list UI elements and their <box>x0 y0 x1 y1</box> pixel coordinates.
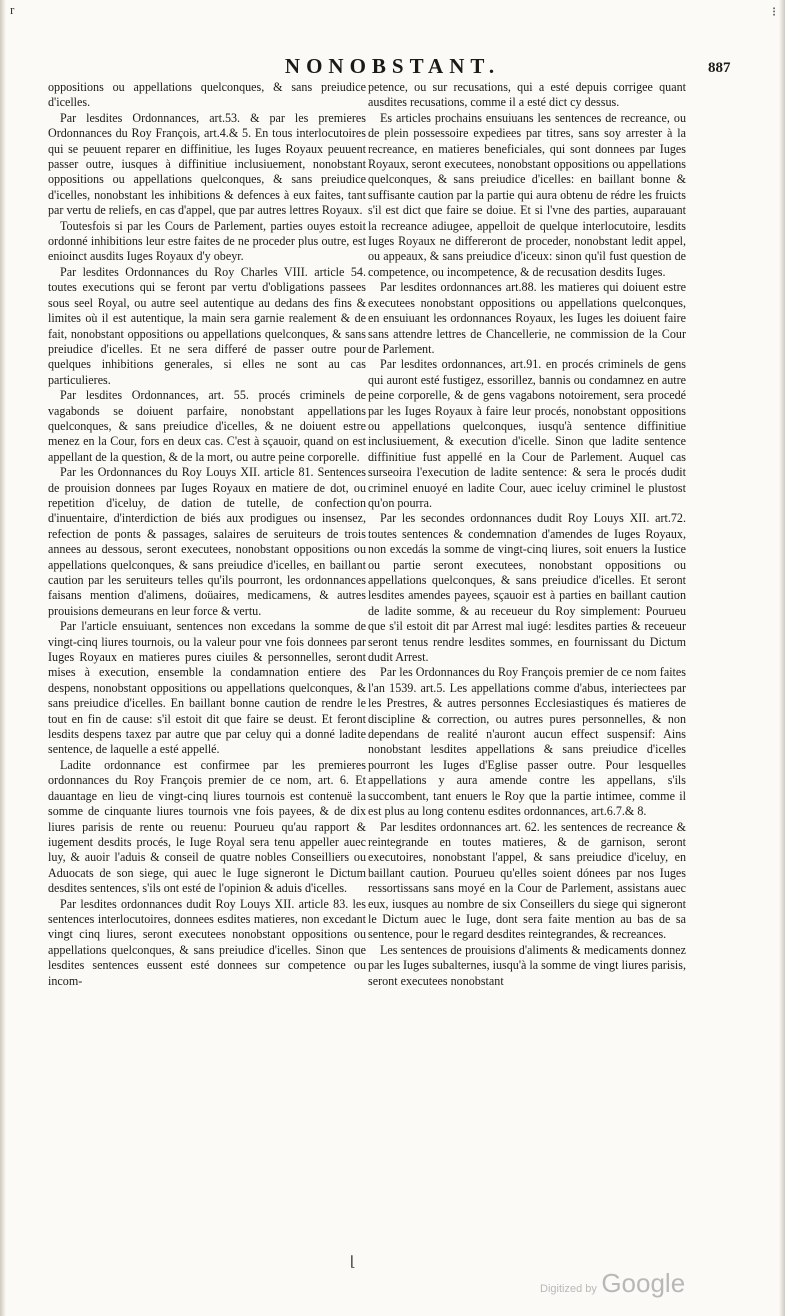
paragraph: Par lesdites Ordonnances, art. 55. procés criminels de vagabonds se doiuent parfaire, nonobstant appellations quelconques, & sans preiudice d'icelles, & ne doiuent estre menez en la Cour, fors en deux cas. C'est à sçauoir, quand on est appellant de la question, & de la mort, ou autre peine corporelle. <box>48 388 366 464</box>
corner-mark-right: ⁝ <box>772 4 777 19</box>
corner-mark-left: r <box>10 2 15 17</box>
right-column <box>368 80 686 989</box>
paragraph: petence, ou sur recusations, qui a esté depuis corrigee quant ausdites recusations, comme il a esté dict cy dessus. <box>368 80 686 110</box>
paragraph: Par lesdites ordonnances art. 62. les sentences de recreance & reintegrande en toutes matieres, & de garnison, seront executoires, nonobstant l'appel, & sans preiudice d'iceluy, en baillant caution. Pourueu qu'elles soient dónees par nos Iuges ressortissans sans moyé en la Cour de Parlement, assistans auec eux, iusques au nombre de six Conseillers du siege qui signeront le Dictum auec le Iuge, dont sera faite mention au bas de sa sentence, pour le regard desdites reintegrandes, & recreances. <box>368 819 686 942</box>
paragraph: Par lesdites ordonnances dudit Roy Louys XII. article 83. les sentences interlocutoires, donnees esdites matieres, non excedant vingt cinq liures, seront executees nonobstant oppositions ou appellations quelconques, & sans preiudice d'icelles. Sinon que lesdites sentences eussent esté donnees sur competence ou incom- <box>48 896 366 988</box>
paragraph: Par lesdites Ordonnances du Roy Charles VIII. article 54. toutes executions qui se feront par vertu d'obligations passees sous seel Royal, ou autre seel autentique au dedans des fins & limites où il est autentique, la main sera garnie realement & de fait, nonobstant oppositions ou appellations quelconques, & sans preiudice d'icelles. Et ne sera differé de passer outre pour quelques inhibitions generales, si elles ne sont au cas particulieres. <box>48 264 366 387</box>
paragraph: Par les secondes ordonnances dudit Roy Louys XII. art.72. toutes sentences & condemnation d'amendes de Iuges Royaux, non excedás la somme de vingt-cinq liures, soit enuers la Iustice ou partie seront executees, nonobstant oppositions ou appellations quelconques, & sans preiudice d'icelles. Et seront lesdites amendes payees, sçauoir est à parties en baillant caution de ladite somme, & au receueur du Roy simplement: Pourueu que s'il estoit dit par Arrest mal iugé: lesdites parties & receueur seront tenus rendre lesdites sommes, en fournissant du Dictum dudit Arrest. <box>368 511 686 665</box>
left-column <box>48 80 366 989</box>
right-page-edge <box>779 0 785 1316</box>
paragraph: Par lesdites ordonnances art.88. les matieres qui doiuent estre executees nonobstant oppositions ou appellations quelconques, en ensuiuant les ordonnances Royaux, les Iuges les doiuent faire sans attendre lettres de Chancellerie, ne commission de la Cour de Parlement. <box>368 280 686 356</box>
paragraph: Par les Ordonnances du Roy Louys XII. article 81. Sentences de prouision donnees par Iuges Royaux en matiere de dot, ou repetition d'iceluy, de dation de tutelle, de confection d'inuentaire, d'interdiction de biés aux prodigues ou insensez, refection de ponts & passages, salaires de seruiteurs de trois annees au dessous, seront executees, nonobstant oppositions ou appellations quelconques, & sans preiudice d'icelles, en baillant caution par les seruiteurs telles qu'ils pourront, les ordonnances faisans mention d'alimens, doüaires, medicamens, & autres prouisions demeurans en leur force & vertu. <box>48 465 366 618</box>
left-page-edge <box>0 0 6 1316</box>
paragraph: oppositions ou appellations quelconques, & sans preiudice d'icelles. <box>48 80 366 110</box>
paragraph: Toutesfois si par les Cours de Parlement, parties ouyes estoit ordonné inhibitions leur estre faites de ne proceder plus outre, est enioinct ausdits Iuges Royaux d'y obeyr. <box>48 218 366 264</box>
paragraph: Par lesdites ordonnances, art.91. en procés criminels de gens qui auront esté fustigez, essorillez, bannis ou condamnez en autre peine corporelle, & de gens vagabons notoirement, sera procedé par les Iuges Royaux à faire leur procés, nonobstant oppositions ou appellations quelconques, iusqu'à sentence diffinitiue inclusiuement, & execution d'icelle. Sinon que ladite sentence diffinitiue fust appellé en la Cour de Parlement. Auquel cas surseoira l'execution de ladite sentence: & sera le procés dudit criminel enuoyé en ladite Cour, auec iceluy criminel le plustost qu'on pourra. <box>368 357 686 510</box>
paragraph: Les sentences de prouisions d'aliments & medicaments donnez par les Iuges subalternes, iusqu'à la somme de vingt liures parisis, seront executees nonobstant <box>368 942 686 988</box>
margin-mark: ⌊ <box>350 1255 356 1270</box>
paragraph: Par les Ordonnances du Roy François premier de ce nom faites l'an 1539. art.5. Les appellations comme d'abus, interiectees par les Prestres, & autres personnes Ecclesiastiques és matieres de discipline & correction, ou autres pures personnelles, & non dependans de realité n'auront aucun effect suspensif: Ains nonobstant lesdites appellations & sans preiudice d'icelles pourront les Iuges d'Eglise passer outre. Pour lesquelles appellations y aura amende contre les appellans, s'ils succombent, tant enuers le Roy que la partie intimee, comme il est plus au long contenu esdites ordonnances, art.6.7.& 8. <box>368 665 686 819</box>
paragraph: Ladite ordonnance est confirmee par les premieres ordonnances du Roy François premier de ce nom, art. 6. Et dauantage en lieu de vingt-cinq liures tournois est contenuë la somme de cinquante liures tournois vne fois payees, & de dix liures parisis de rente ou reuenu: Pourueu qu'au rapport & iugement desdits procés, le Iuge Royal sera tenu appeller auec luy, & auoir l'aduis & conseil de quatre nobles Conseilliers ou Aduocats de son siege, qui auec le Iuge signeront le Dictum desdites sentences, s'ils ont esté de l'opinion & aduis d'icelles. <box>48 757 366 896</box>
paragraph: Es articles prochains ensuiuans les sentences de recreance, ou de plein possessoire expediees par titres, sans soy arrester à la recreance, en matieres beneficiales, qui sont donnees par Iuges Royaux, seront executees, nonobstant oppositions ou appellations quelconques, & sans preiudice d'icelles: en baillant bonne & suffisante caution par la partie qui aura obtenu de rédre les fruicts s'il est dict que faire se doiue. Et si l'vne des parties, auparauant la recreance adiugee, appelloit de quelque interlocutoire, lesdits Iuges Royaux ne differeront de proceder, nonobstant ledit appel, ou appeaux, & sans preiudice d'iceux: sinon qu'il fust question de competence, ou incompetence, & de recusation desdits Iuges. <box>368 110 686 279</box>
digitized-watermark <box>540 1268 685 1299</box>
paragraph: Par lesdites Ordonnances, art.53. & par les premieres Ordonnances du Roy François, art.4.& 5. En tous interlocutoires qui se peuuent reparer en diffinitiue, les Iuges Royaux peuuent passer outre, iusques à diffinitiue inclusiuement, nonobstant oppositions ou appellations quelconques, & sans preiudice d'icelles, nonobstant les inhibitions & defences à eux faites, tant par vertu de reliefs, en cas d'appel, que par autres lettres Royaux. <box>48 110 366 218</box>
paragraph: Par l'article ensuiuant, sentences non excedans la somme de vingt-cinq liures tournois, ou la valeur pour vne fois donnees par Iuges Royaux en matieres pures ciuiles & personnelles, seront mises à execution, ensemble la condamnation entiere des despens, nonobstant oppositions ou appellations quelconques, & sans preiudice d'icelles. En baillant bonne caution de rendre le tout en fin de cause: s'il estoit dit que faire se deust. Et feront lesdits despens taxez par autre que par celuy qui a donné ladite sentence, de laquelle a esté appellé. <box>48 619 366 757</box>
google-logo: Google <box>601 1268 686 1298</box>
page-number: 887 <box>708 60 731 76</box>
watermark-prefix: Digitized by <box>540 1283 597 1295</box>
running-title: NONOBSTANT. <box>284 54 501 78</box>
